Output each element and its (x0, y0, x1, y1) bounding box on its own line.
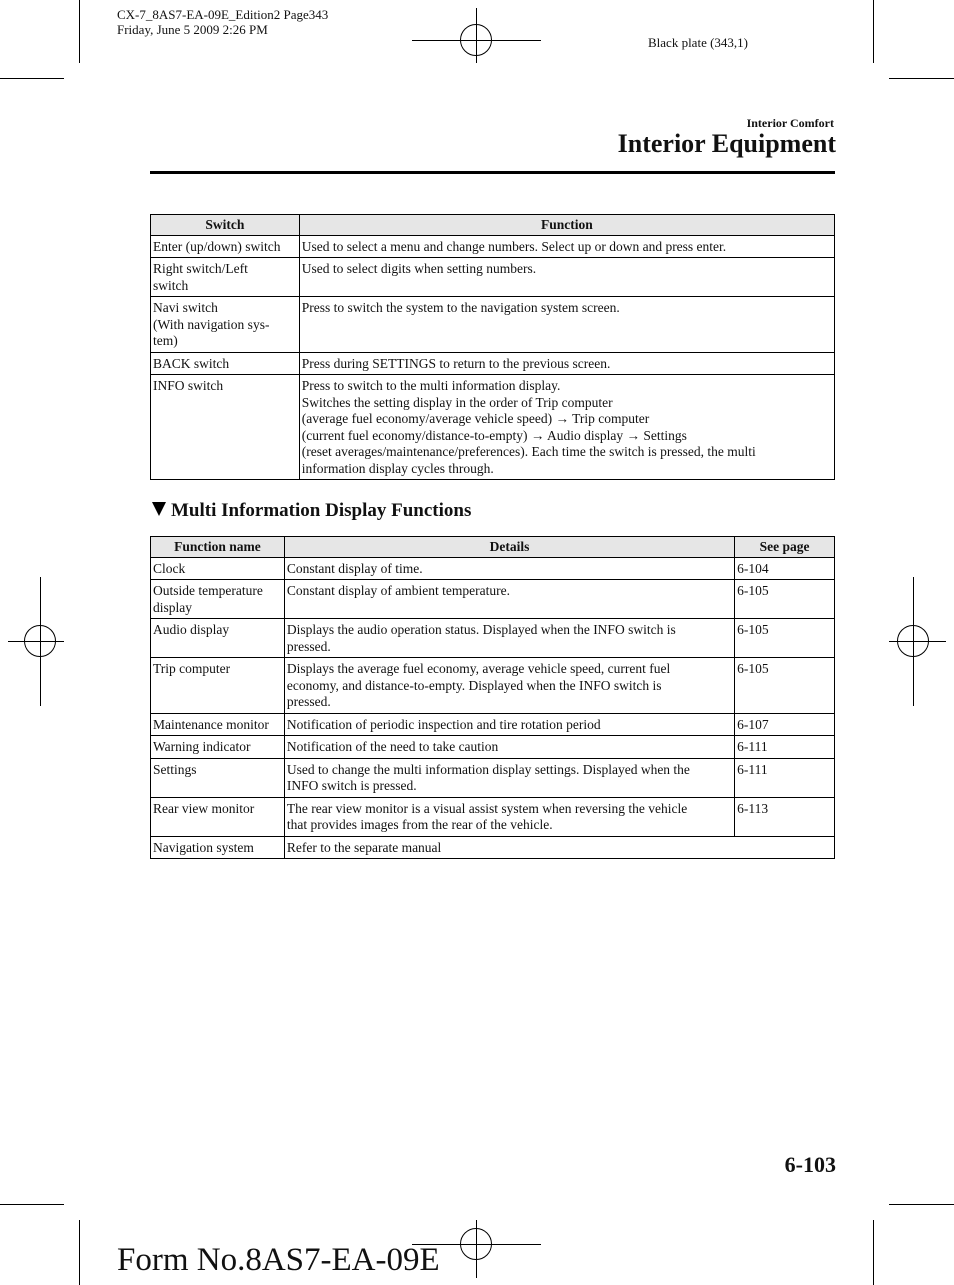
function-name-column-header: Function name (151, 537, 285, 558)
function-cell (299, 375, 834, 480)
cell-line: The rear view monitor is a visual assist system when reversing the vehicle (286, 800, 688, 816)
cell-line: that provides images from the rear of the vehicle. (286, 817, 553, 832)
see-page-cell: 6-107 (735, 713, 835, 736)
switch-column-header: Switch (151, 215, 300, 236)
cell-line: Navi switch (153, 300, 218, 315)
cell-line: Notification of periodic inspection and tire rotation period (286, 716, 601, 732)
cell-line: Rear view monitor (153, 800, 255, 816)
see-page-cell: 6-104 (735, 557, 835, 580)
cell-line: Maintenance monitor (153, 716, 269, 732)
function-column-header: Function (299, 215, 834, 236)
function-name-cell (151, 736, 285, 759)
cell-line: economy, and distance-to-empty. Displayed when the INFO switch is (286, 677, 662, 693)
table-row (151, 580, 835, 619)
details-cell (284, 557, 734, 580)
cell-line: Used to change the multi information display settings. Displayed when the (286, 761, 690, 777)
table-row (151, 352, 835, 375)
cell-line: switch (153, 277, 189, 293)
cell-line: Press to switch the system to the navigation system screen. (301, 300, 620, 315)
see-page-cell: 6-111 (735, 736, 835, 759)
see-page-cell: 6-113 (735, 797, 835, 836)
cell-line: Press during SETTINGS to return to the previous screen. (301, 355, 611, 371)
cell-line: (reset averages/maintenance/preferences). Each time the switch is pressed, the multi (301, 444, 756, 459)
print-info (117, 7, 328, 37)
cell-line: tem) (153, 333, 178, 348)
details-cell (284, 658, 734, 714)
table-row (151, 235, 835, 258)
print-info-line2: Friday, June 5 2009 2:26 PM (117, 22, 268, 37)
table-row (151, 557, 835, 580)
page-title: Interior Equipment (617, 129, 836, 158)
table-row (151, 713, 835, 736)
table-row (151, 736, 835, 759)
cell-line: Navigation system (153, 839, 254, 855)
details-column-header: Details (284, 537, 734, 558)
section-label: Interior Comfort (746, 116, 834, 130)
table-row (151, 658, 835, 714)
details-cell (284, 736, 734, 759)
title-rule (150, 171, 835, 174)
cell-line: Displays the average fuel economy, average vehicle speed, current fuel (286, 661, 671, 676)
section-heading-text: Multi Information Display Functions (171, 500, 472, 521)
cell-line: Constant display of time. (286, 560, 423, 576)
cell-line: Warning indicator (153, 739, 251, 754)
cell-line: Audio display (153, 622, 230, 637)
function-cell (299, 352, 834, 375)
cell-line: information display cycles through. (301, 460, 494, 476)
table-row (151, 619, 835, 658)
triangle-down-icon (152, 502, 166, 516)
function-name-cell (151, 758, 285, 797)
cell-line: (current fuel economy/distance-to-empty) → Audio display → Settings (301, 427, 687, 443)
cell-line: Trip computer (153, 661, 231, 676)
see-page-cell: 6-105 (735, 580, 835, 619)
cell-line: display (153, 599, 192, 615)
details-cell (284, 713, 734, 736)
table-row (151, 758, 835, 797)
function-name-cell (151, 658, 285, 714)
section-heading (152, 500, 471, 522)
cell-line: Used to select digits when setting numbers. (301, 261, 537, 276)
see-page-cell: 6-111 (735, 758, 835, 797)
cell-line: BACK switch (153, 355, 230, 371)
print-info-line1: CX-7_8AS7-EA-09E_Edition2 Page343 (117, 7, 329, 22)
switch-cell (151, 235, 300, 258)
page-number: 6-103 (784, 1152, 836, 1177)
cell-line: Refer to the separate manual (286, 839, 442, 855)
cell-line: Used to select a menu and change numbers. Select up or down and press enter. (301, 238, 727, 254)
function-cell (299, 258, 834, 297)
cell-line: Right switch/Left (153, 261, 248, 276)
function-cell (299, 235, 834, 258)
switch-cell (151, 258, 300, 297)
switch-table (150, 214, 835, 480)
table-row (151, 375, 835, 480)
cell-line: pressed. (286, 694, 331, 709)
table-row (151, 797, 835, 836)
form-number: Form No.8AS7-EA-09E (117, 1242, 440, 1278)
switch-table-header (151, 215, 835, 236)
details-cell (284, 836, 834, 859)
function-name-cell (151, 619, 285, 658)
plate-label: Black plate (343,1) (648, 35, 748, 50)
function-name-cell (151, 797, 285, 836)
cell-line: Constant display of ambient temperature. (286, 583, 510, 598)
function-name-cell (151, 557, 285, 580)
cell-line: Clock (153, 560, 186, 576)
switch-cell (151, 375, 300, 480)
see-page-cell: 6-105 (735, 658, 835, 714)
table-row (151, 836, 835, 859)
function-name-cell (151, 713, 285, 736)
details-cell (284, 580, 734, 619)
function-cell (299, 297, 834, 353)
cell-line: Notification of the need to take caution (286, 739, 499, 754)
cell-line: INFO switch is pressed. (286, 778, 417, 793)
cell-line: Outside temperature (153, 583, 263, 598)
cell-line: pressed. (286, 638, 331, 654)
cell-line: Press to switch to the multi information display. (301, 378, 561, 393)
details-cell (284, 619, 734, 658)
cell-line: Settings (153, 761, 197, 777)
cell-line: Enter (up/down) switch (153, 238, 281, 254)
cell-line: Switches the setting display in the order of Trip computer (301, 394, 613, 410)
cell-line: INFO switch (153, 378, 224, 393)
switch-cell (151, 297, 300, 353)
switch-cell (151, 352, 300, 375)
cell-line: Displays the audio operation status. Displayed when the INFO switch is (286, 622, 676, 637)
see-page-column-header: See page (735, 537, 835, 558)
function-name-cell (151, 836, 285, 859)
cell-line: (average fuel economy/average vehicle speed) → Trip computer (301, 411, 650, 426)
details-cell (284, 758, 734, 797)
table-row (151, 258, 835, 297)
see-page-cell: 6-105 (735, 619, 835, 658)
table-row (151, 297, 835, 353)
cell-line: (With navigation sys- (153, 316, 270, 332)
details-cell (284, 797, 734, 836)
function-name-cell (151, 580, 285, 619)
function-table (150, 536, 835, 859)
function-table-header (151, 537, 835, 558)
